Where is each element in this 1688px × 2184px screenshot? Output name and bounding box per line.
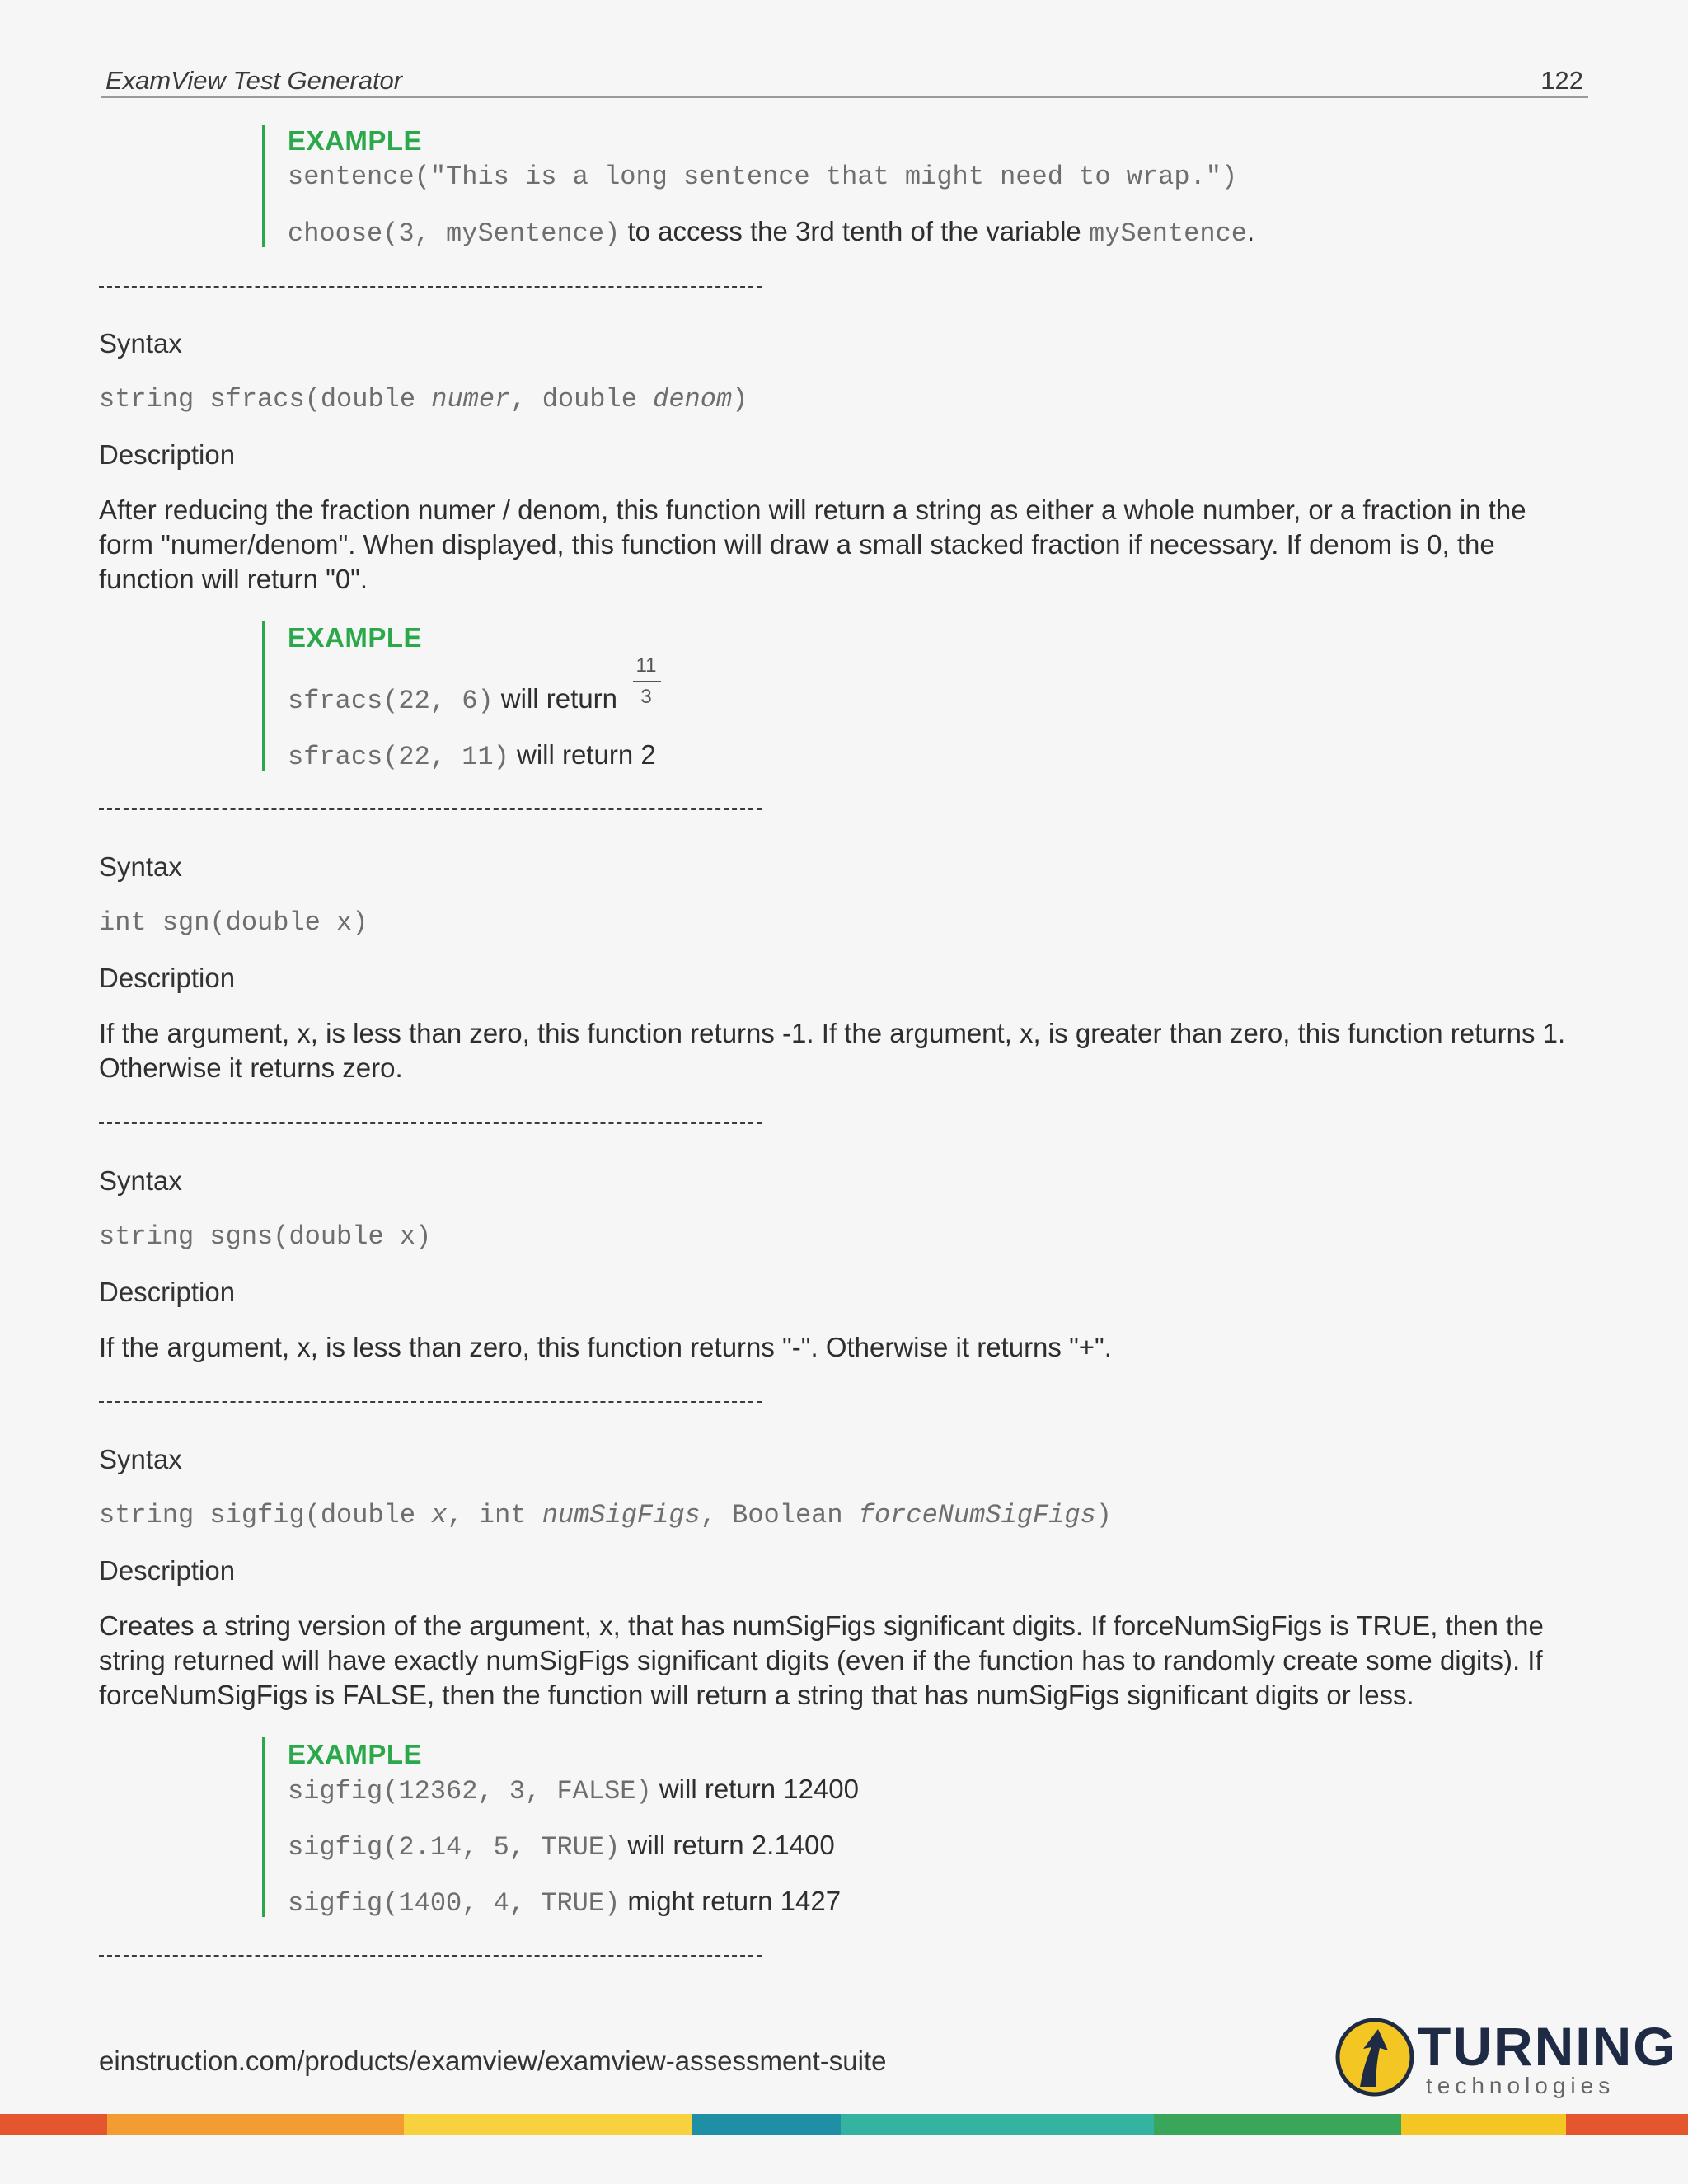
- example-code: sigfig(2.14, 5, TRUE): [288, 1832, 621, 1863]
- example-label: EXAMPLE: [288, 125, 423, 156]
- syntax-param: forceNumSigFigs: [858, 1500, 1096, 1530]
- syntax-part: ): [1095, 1500, 1112, 1530]
- turning-arrow-icon: [1335, 2018, 1414, 2097]
- example-text: will return: [493, 683, 618, 714]
- example-text: .: [1246, 216, 1255, 246]
- syntax-label: Syntax: [99, 1165, 182, 1196]
- fraction-denominator: 3: [640, 686, 652, 708]
- example-bar: [262, 621, 265, 771]
- description-label: Description: [99, 439, 236, 470]
- footer-url[interactable]: einstruction.com/products/examview/examview-assessment-suite: [99, 2046, 887, 2076]
- fraction-bar: [633, 681, 661, 682]
- example-text: will return 12400: [651, 1774, 859, 1804]
- example-code: sigfig(1400, 4, TRUE): [288, 1888, 621, 1919]
- example-label: EXAMPLE: [288, 622, 423, 653]
- example-line: [288, 1774, 859, 1807]
- fraction-numerator: 11: [635, 654, 657, 677]
- syntax-part: ): [732, 384, 748, 415]
- syntax-code: int sgn(double x): [99, 907, 368, 938]
- syntax-param: denom: [653, 384, 733, 415]
- page-number: 122: [1540, 66, 1583, 95]
- example-line: [288, 1830, 835, 1863]
- example-code: mySentence: [1088, 218, 1247, 249]
- example-code: sigfig(12362, 3, FALSE): [288, 1776, 652, 1807]
- turning-logo: [1335, 2016, 1677, 2100]
- section-separator: [99, 1401, 762, 1403]
- description-text: If the argument, x, is less than zero, this function returns -1. If the argument, x, is greater than zero, this function returns 1. Otherwise it returns zero.: [99, 1018, 1566, 1083]
- syntax-param: numSigFigs: [542, 1500, 701, 1530]
- description-text: After reducing the fraction numer / denom, this function will return a string as either a whole number, or a fraction in the form "numer/denom". When displayed, this function will draw a small stacked fraction if necessary. If denom is 0, the function will return "0".: [99, 494, 1526, 594]
- example-text: might return 1427: [620, 1886, 842, 1916]
- example-text: will return 2: [509, 739, 656, 770]
- description-label: Description: [99, 1277, 236, 1307]
- example-line: [288, 739, 656, 772]
- description-label: Description: [99, 1555, 236, 1586]
- example-line: [288, 683, 617, 716]
- section-separator: [99, 1955, 762, 1957]
- example-code: sfracs(22, 11): [288, 742, 509, 772]
- syntax-code: [99, 384, 748, 415]
- example-line: [288, 159, 1237, 192]
- logo-wordmark: TURNING: [1418, 2016, 1677, 2077]
- section-separator: [99, 286, 762, 288]
- header-title: ExamView Test Generator: [106, 66, 403, 95]
- example-code: sentence("This is a long sentence that might need to wrap."): [288, 162, 1238, 192]
- header-rule: [101, 96, 1588, 98]
- syntax-param: x: [431, 1500, 448, 1530]
- syntax-label: Syntax: [99, 1444, 182, 1474]
- syntax-part: string sfracs(double: [99, 384, 432, 415]
- syntax-code: string sgns(double x): [99, 1221, 432, 1252]
- example-code: sfracs(22, 6): [288, 686, 494, 716]
- section-separator: [99, 808, 762, 810]
- footer-color-stripe: [0, 2114, 1688, 2135]
- example-bar: [262, 125, 265, 247]
- logo-subtext: technologies: [1426, 2073, 1615, 2098]
- example-line: [288, 216, 1254, 249]
- example-line: [288, 1886, 841, 1919]
- syntax-part: , Boolean: [700, 1500, 859, 1530]
- example-text: will return 2.1400: [620, 1830, 835, 1860]
- syntax-code: [99, 1500, 1112, 1530]
- example-text: to access the 3rd tenth of the variable: [620, 216, 1089, 246]
- description-label: Description: [99, 963, 236, 993]
- syntax-part: string sigfig(double: [99, 1500, 432, 1530]
- section-separator: [99, 1122, 762, 1124]
- syntax-label: Syntax: [99, 851, 182, 882]
- example-label: EXAMPLE: [288, 1739, 423, 1769]
- syntax-label: Syntax: [99, 328, 182, 359]
- description-text: Creates a string version of the argument, x, that has numSigFigs significant digits. If forceNumSigFigs is TRUE, then the string returned will have exactly numSigFigs significant digits (even if the function has to randomly create some digits). If forceNumSigFigs is FALSE, then the function will return a string that has numSigFigs significant digits or less.: [99, 1610, 1544, 1710]
- example-bar: [262, 1737, 265, 1917]
- description-text: If the argument, x, is less than zero, this function returns "-". Otherwise it returns "+".: [99, 1332, 1112, 1362]
- syntax-part: , int: [447, 1500, 542, 1530]
- syntax-part: , double: [510, 384, 654, 415]
- syntax-param: numer: [431, 384, 511, 415]
- example-code: choose(3, mySentence): [288, 218, 621, 249]
